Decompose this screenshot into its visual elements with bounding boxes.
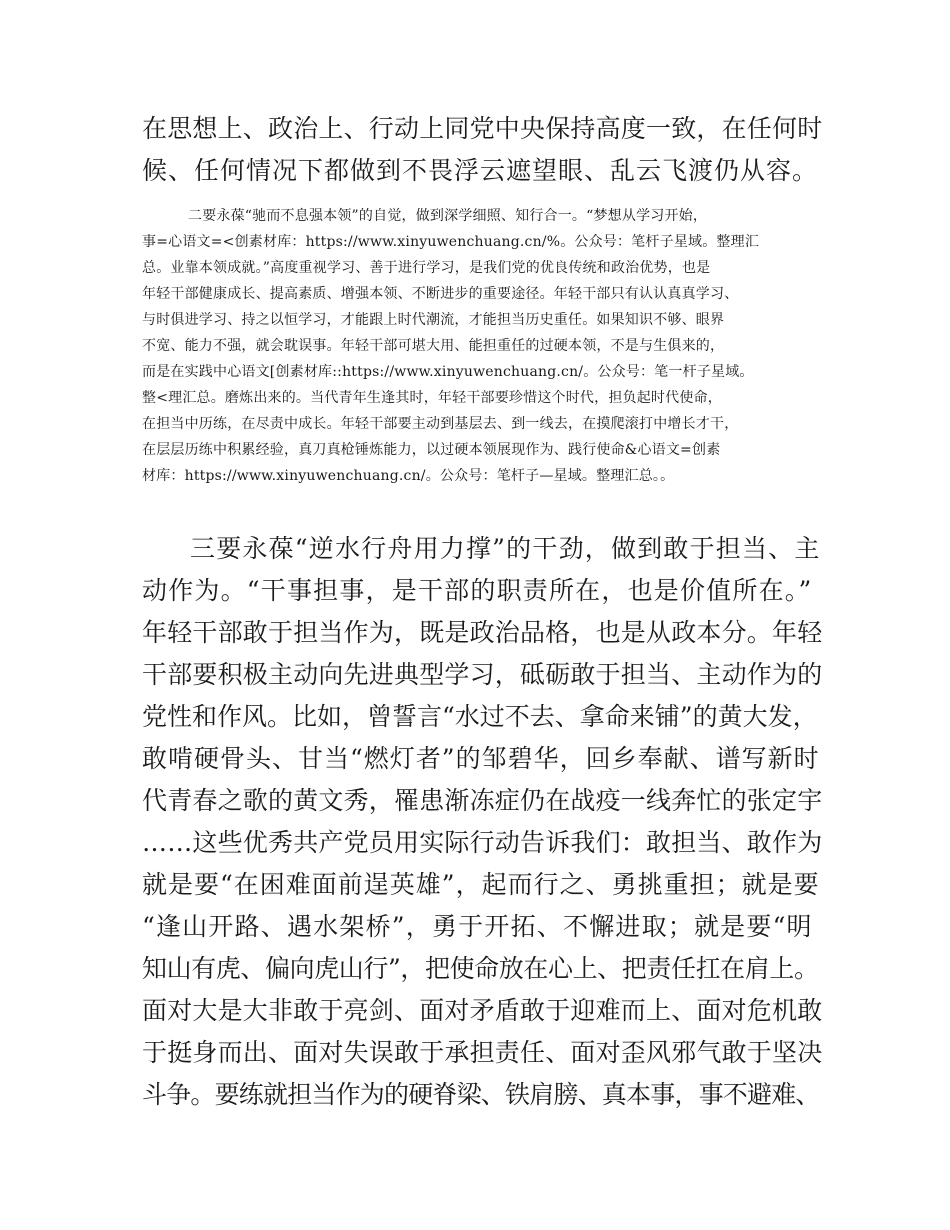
text-line: 整<理汇总。磨炼出来的。当代青年生逢其时，年轻干部要珍惜这个时代，担负起时代使命， — [142, 390, 722, 406]
text-line: 于挺身而出、面对失误敢于承担责任、面对歪风邪气敢于坚决 — [142, 1038, 823, 1067]
text-line: 党性和作风。比如，曾誓言“水过不去、拿命来铺”的黄大发， — [142, 702, 818, 731]
text-line: 三要永葆“逆水行舟用力撑”的干劲，做到敢于担当、主 — [190, 534, 821, 563]
text-line: 知山有虎、偏向虎山行”，把使命放在心上、把责任扛在肩上。 — [142, 954, 819, 983]
text-line: 代青春之歌的黄文秀，罹患渐冻症仍在战疫一线奔忙的张定宇 — [142, 786, 823, 815]
text-line: 就是要“在困难面前逞英雄”，起而行之、勇挑重担；就是要 — [142, 870, 820, 899]
text-line: 面对大是大非敢于亮剑、面对矛盾敢于迎难而上、面对危机敢 — [142, 996, 823, 1025]
text-line: 在思想上、政治上、行动上同党中央保持高度一致，在任何时 — [142, 114, 823, 143]
text-line: 不宽、能力不强，就会耽误事。年轻干部可堪大用、能担重任的过硬本领，不是与生俱来的， — [142, 338, 725, 354]
text-line: 干部要积极主动向先进典型学习，砥砺敢于担当、主动作为的 — [142, 660, 823, 689]
text-line: “逢山开路、遇水架桥”，勇于开拓、不懈进取；就是要“明 — [142, 912, 813, 941]
text-line: ……这些优秀共产党员用实际行动告诉我们：敢担当、敢作为 — [142, 828, 823, 857]
text-line: 年轻干部敢于担当作为，既是政治品格，也是从政本分。年轻 — [142, 618, 823, 647]
text-line: 与时俱进学习、持之以恒学习，才能跟上时代潮流，才能担当历史重任。如果知识不够、眼界 — [142, 312, 725, 328]
text-line: 总。业靠本领成就。”高度重视学习、善于进行学习，是我们党的优良传统和政治优势，也是 — [142, 260, 711, 276]
text-line: 候、任何情况下都做到不畏浮云遮望眼、乱云飞渡仍从容。 — [142, 156, 819, 185]
text-line: 而是在实践中心语文[创素材库::https://www.xinyuwenchuang.cn/。公众号：笔一杆子星域。 — [142, 364, 754, 380]
text-line: 动作为。“干事担事，是干部的职责所在，也是价值所在。” — [142, 576, 813, 605]
text-line: 斗争。要练就担当作为的硬脊梁、铁肩膀、真本事，事不避难、 — [142, 1080, 820, 1109]
text-line: 材库：https://www.xinyuwenchuang.cn/。公众号：笔杆子—星域。整理汇总。。 — [142, 468, 675, 484]
text-line: 事=心语文=<创素材库：https://www.xinyuwenchuang.cn/%。公众号：笔杆子星域。整理汇 — [142, 234, 760, 250]
text-line: 敢啃硬骨头、甘当“燃灯者”的邹碧华，回乡奉献、谱写新时 — [142, 744, 820, 773]
text-line: 在担当中历练，在尽责中成长。年轻干部要主动到基层去、到一线去，在摸爬滚打中增长才干， — [142, 416, 739, 432]
text-line: 年轻干部健康成长、提高素质、增强本领、不断进步的重要途径。年轻干部只有认认真真学习、 — [142, 286, 739, 302]
text-line: 二要永葆“驰而不息强本领”的自觉，做到深学细照、知行合一。“梦想从学习开始， — [188, 208, 708, 224]
text-line: 在层层历练中积累经验，真刀真枪锤炼能力，以过硬本领展现作为、践行使命&心语文=创素 — [142, 442, 721, 458]
